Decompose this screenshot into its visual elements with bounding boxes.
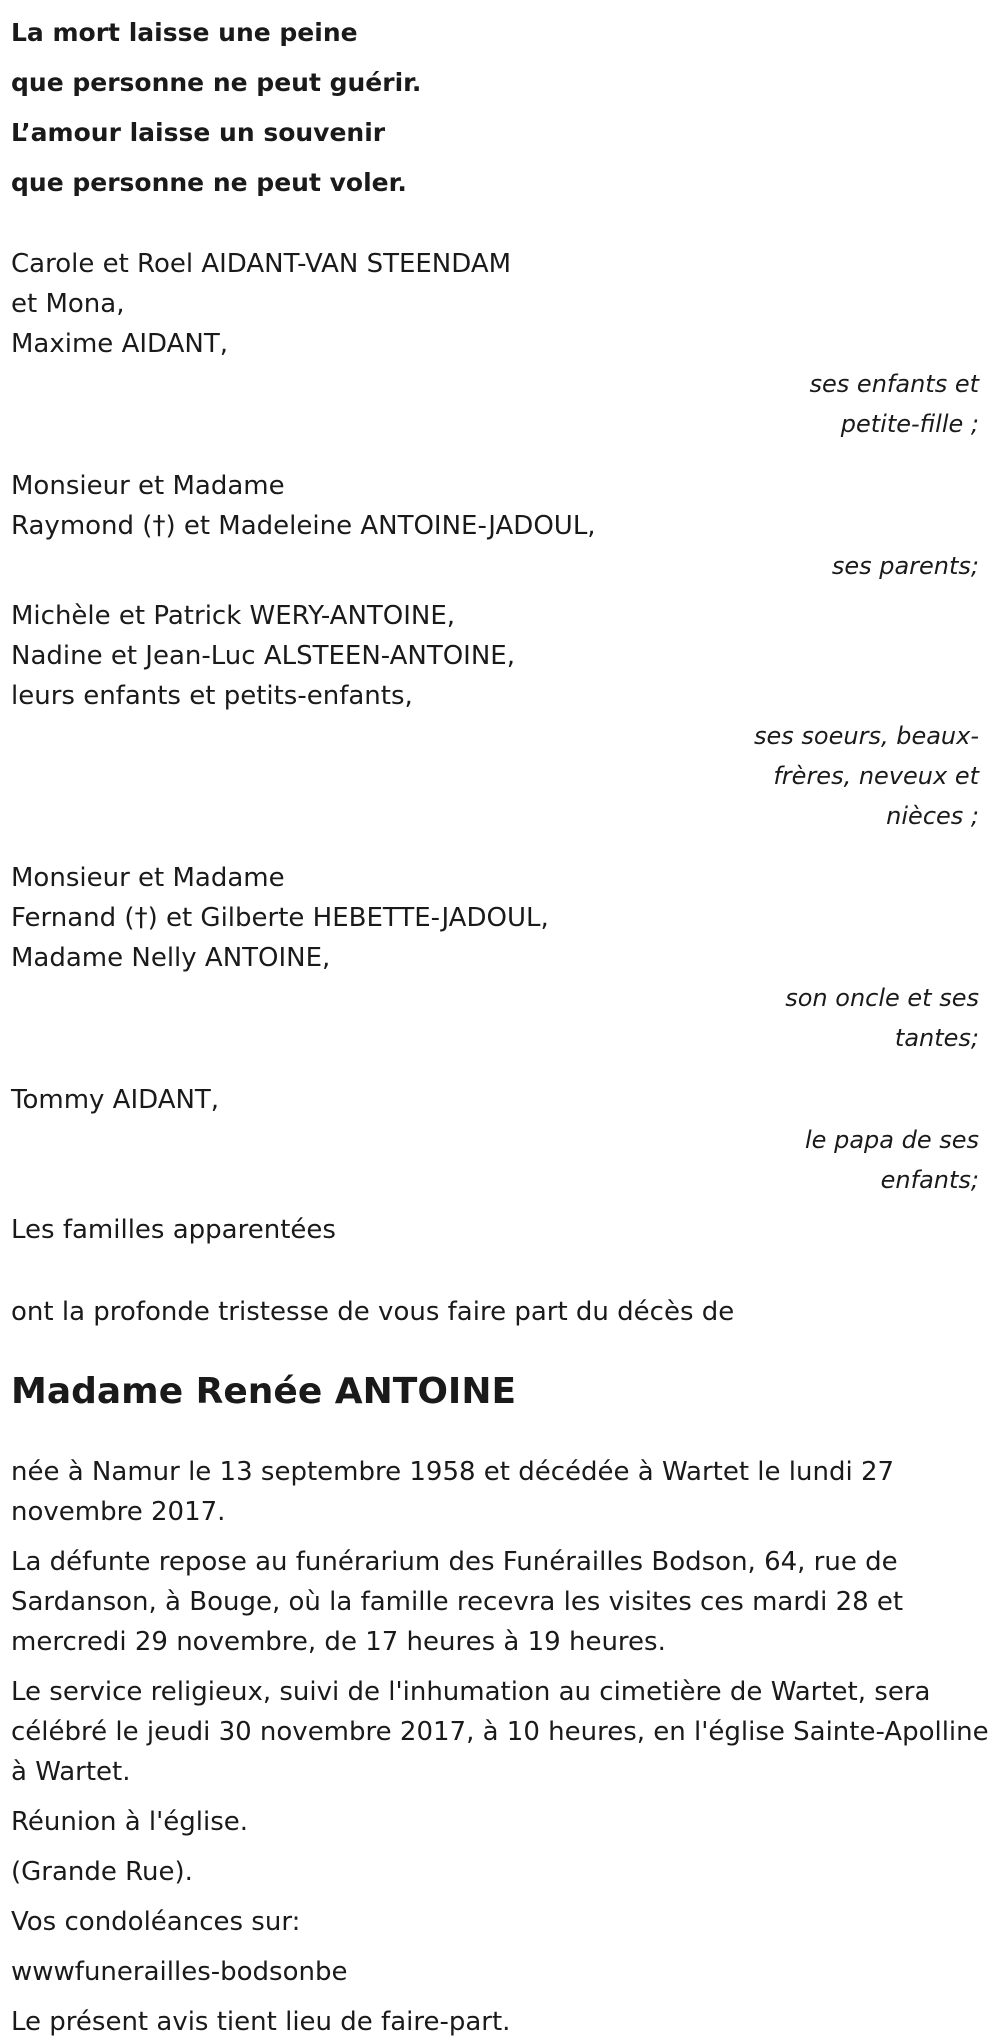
family-line: Nadine et Jean-Luc ALSTEEN-ANTOINE, [11, 641, 515, 671]
poem-line: L’amour laisse un souvenir [11, 118, 386, 147]
relationship-label: son oncle et ses tantes; [785, 984, 979, 1052]
siblings-group [11, 596, 989, 836]
relationship-label: ses parents; [831, 552, 979, 580]
poem [11, 0, 989, 208]
website-link[interactable]: wwwfunerailles-bodsonbe [11, 1957, 348, 1987]
family-line: et Mona, [11, 289, 125, 319]
deceased-name: Madame Renée ANTOINE [11, 1371, 517, 1412]
announcement: ont la profonde tristesse de vous faire part du décès de [11, 1297, 735, 1327]
parents-group [11, 466, 989, 586]
uncle-aunts-group [11, 858, 989, 1058]
family-line: leurs enfants et petits-enfants, [11, 681, 413, 711]
street-info: (Grande Rue). [11, 1857, 193, 1887]
children-group [11, 244, 989, 444]
service-info: Le service religieux, suivi de l'inhumation au cimetière de Wartet, sera célébré le jeudi 30 novembre 2017, à 10 heures, en l'église Sainte-Apolline à Wartet. [11, 1677, 989, 1787]
family-line: Tommy AIDANT, [11, 1085, 220, 1115]
family-line: Les familles apparentées [11, 1215, 336, 1245]
rest-info: La défunte repose au funérarium des Funérailles Bodson, 64, rue de Sardanson, à Bouge, où la famille recevra les visites ces mardi 28 et mercredi 29 novembre, de 17 heures à 19 heures. [11, 1547, 904, 1657]
condolences-label: Vos condoléances sur: [11, 1907, 301, 1937]
details-section [11, 1452, 989, 2042]
family-line: Michèle et Patrick WERY-ANTOINE, [11, 601, 456, 631]
birth-death-info: née à Namur le 13 septembre 1958 et décédée à Wartet le lundi 27 novembre 2017. [11, 1457, 895, 1527]
family-line: Fernand (†) et Gilberte HEBETTE-JADOUL, [11, 903, 549, 933]
relationship-label: ses soeurs, beaux-frères, neveux et nièces ; [754, 722, 979, 830]
poem-line: La mort laisse une peine [11, 18, 358, 47]
meeting-info: Réunion à l'église. [11, 1807, 249, 1837]
poem-line: que personne ne peut guérir. [11, 68, 422, 97]
family-line: Monsieur et Madame [11, 471, 285, 501]
family-line: Maxime AIDANT, [11, 329, 228, 359]
poem-line: que personne ne peut voler. [11, 168, 407, 197]
relationship-label: le papa de ses enfants; [805, 1126, 979, 1194]
papa-group [11, 1080, 989, 1200]
notice-text: Le présent avis tient lieu de faire-part. [11, 2007, 511, 2037]
relationship-label: ses enfants et petite-fille ; [809, 370, 979, 438]
family-line: Carole et Roel AIDANT-VAN STEENDAM [11, 249, 512, 279]
family-line: Madame Nelly ANTOINE, [11, 943, 331, 973]
family-line: Raymond (†) et Madeleine ANTOINE-JADOUL, [11, 511, 596, 541]
families-group [11, 1210, 989, 1250]
family-line: Monsieur et Madame [11, 863, 285, 893]
